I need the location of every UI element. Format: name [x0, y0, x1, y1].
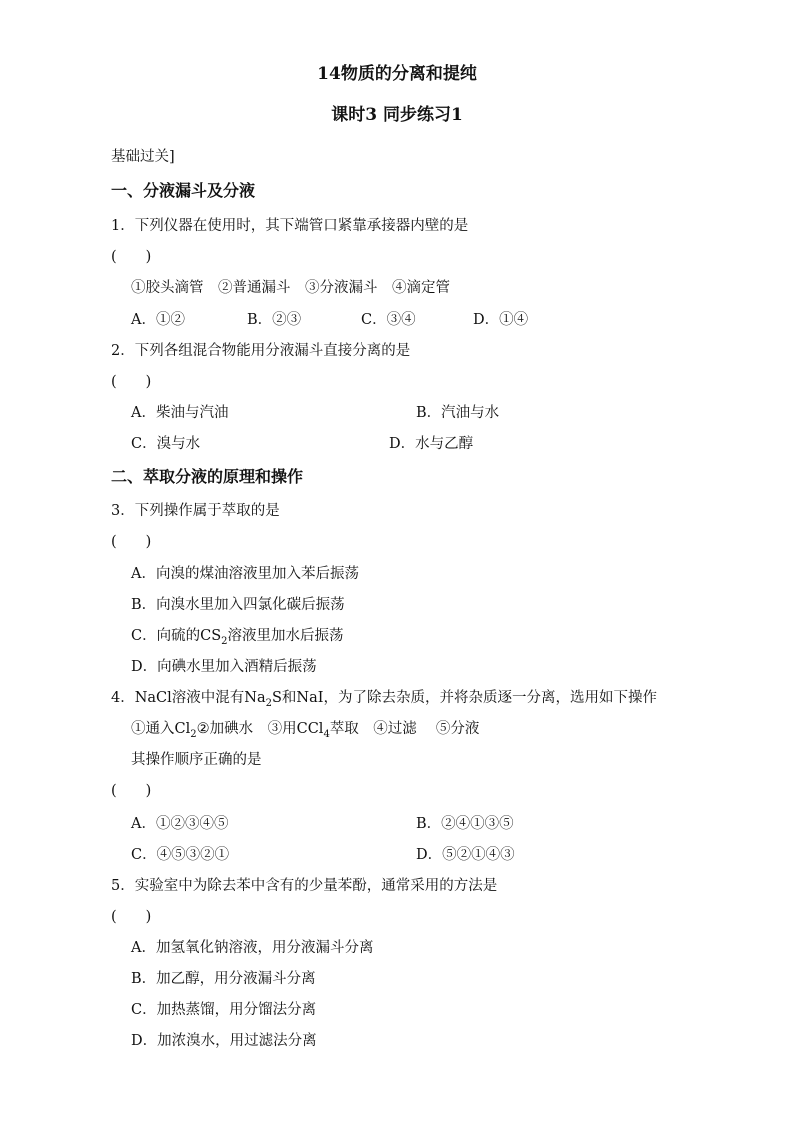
q5-option-b: B．加乙醇，用分液漏斗分离 [131, 971, 316, 987]
q4-stem-a: 4．NaCl溶液中混有Na [111, 690, 266, 706]
q4-option-c: C．④⑤③②① [131, 847, 230, 863]
q4-ops-b: ②加碘水 ③用CCl [196, 721, 324, 737]
q4-ops-sub1: 2 [190, 728, 197, 740]
doc-subtitle: 课时3 同步练习1 [331, 105, 463, 125]
q4-ask: 其操作顺序正确的是 [131, 752, 262, 768]
q1-items: ①胶头滴管 ②普通漏斗 ③分液漏斗 ④滴定管 [131, 280, 450, 296]
q1-answer-blank: ( ) [111, 249, 152, 265]
doc-title: 14物质的分离和提纯 [317, 64, 477, 84]
q4-answer-blank: ( ) [111, 783, 152, 799]
q4-stem [111, 688, 657, 708]
q2-option-c: C．溴与水 [131, 436, 201, 452]
q2-option-a: A．柴油与汽油 [131, 405, 229, 421]
q1-option-c: C．③④ [361, 312, 416, 328]
q5-option-c: C．加热蒸馏，用分馏法分离 [131, 1002, 317, 1018]
intro-label: 基础过关] [111, 149, 175, 165]
q2-option-b: B．汽油与水 [416, 405, 500, 421]
q4-stem-b: S和NaI，为了除去杂质，并将杂质逐一分离，选用如下操作 [272, 690, 657, 706]
q1-option-b: B．②③ [247, 312, 302, 328]
q3-option-c-sub: 2 [221, 635, 228, 647]
q3-answer-blank: ( ) [111, 534, 152, 550]
q5-stem: 5．实验室中为除去苯中含有的少量苯酚，通常采用的方法是 [111, 878, 498, 894]
q1-stem: 1．下列仪器在使用时，其下端管口紧靠承接器内壁的是 [111, 218, 469, 234]
q3-option-c-tail: 溶液里加水后振荡 [227, 628, 344, 644]
q4-ops-a: ①通入Cl [131, 721, 191, 737]
q3-option-d: D．向碘水里加入酒精后振荡 [131, 659, 317, 675]
q2-option-d: D．水与乙醇 [389, 436, 474, 452]
q1-option-a: A．①② [131, 312, 185, 328]
q4-ops-sub2: 4 [323, 728, 330, 740]
q2-answer-blank: ( ) [111, 374, 152, 390]
q3-option-a: A．向溴的煤油溶液里加入苯后振荡 [131, 566, 359, 582]
section-heading-2: 二、萃取分液的原理和操作 [111, 467, 304, 486]
q4-option-a: A．①②③④⑤ [131, 816, 229, 832]
q4-ops-c: 萃取 ④过滤 ⑤分液 [329, 721, 480, 737]
q3-option-c-head: C．向硫的CS [131, 628, 222, 644]
q3-stem: 3．下列操作属于萃取的是 [111, 503, 280, 519]
q1-option-d: D．①④ [473, 312, 529, 328]
q3-option-c [131, 626, 344, 646]
q5-option-a: A．加氢氧化钠溶液，用分液漏斗分离 [131, 940, 374, 956]
section-heading-1: 一、分液漏斗及分液 [111, 181, 256, 200]
q4-stem-sub: 2 [265, 697, 272, 709]
q2-stem: 2．下列各组混合物能用分液漏斗直接分离的是 [111, 343, 411, 359]
q4-option-b: B．②④①③⑤ [416, 816, 514, 832]
q3-option-b: B．向溴水里加入四氯化碳后振荡 [131, 597, 345, 613]
q5-option-d: D．加浓溴水，用过滤法分离 [131, 1033, 317, 1049]
q5-answer-blank: ( ) [111, 909, 152, 925]
q4-option-d: D．⑤②①④③ [416, 847, 515, 863]
q4-operations [131, 719, 479, 739]
